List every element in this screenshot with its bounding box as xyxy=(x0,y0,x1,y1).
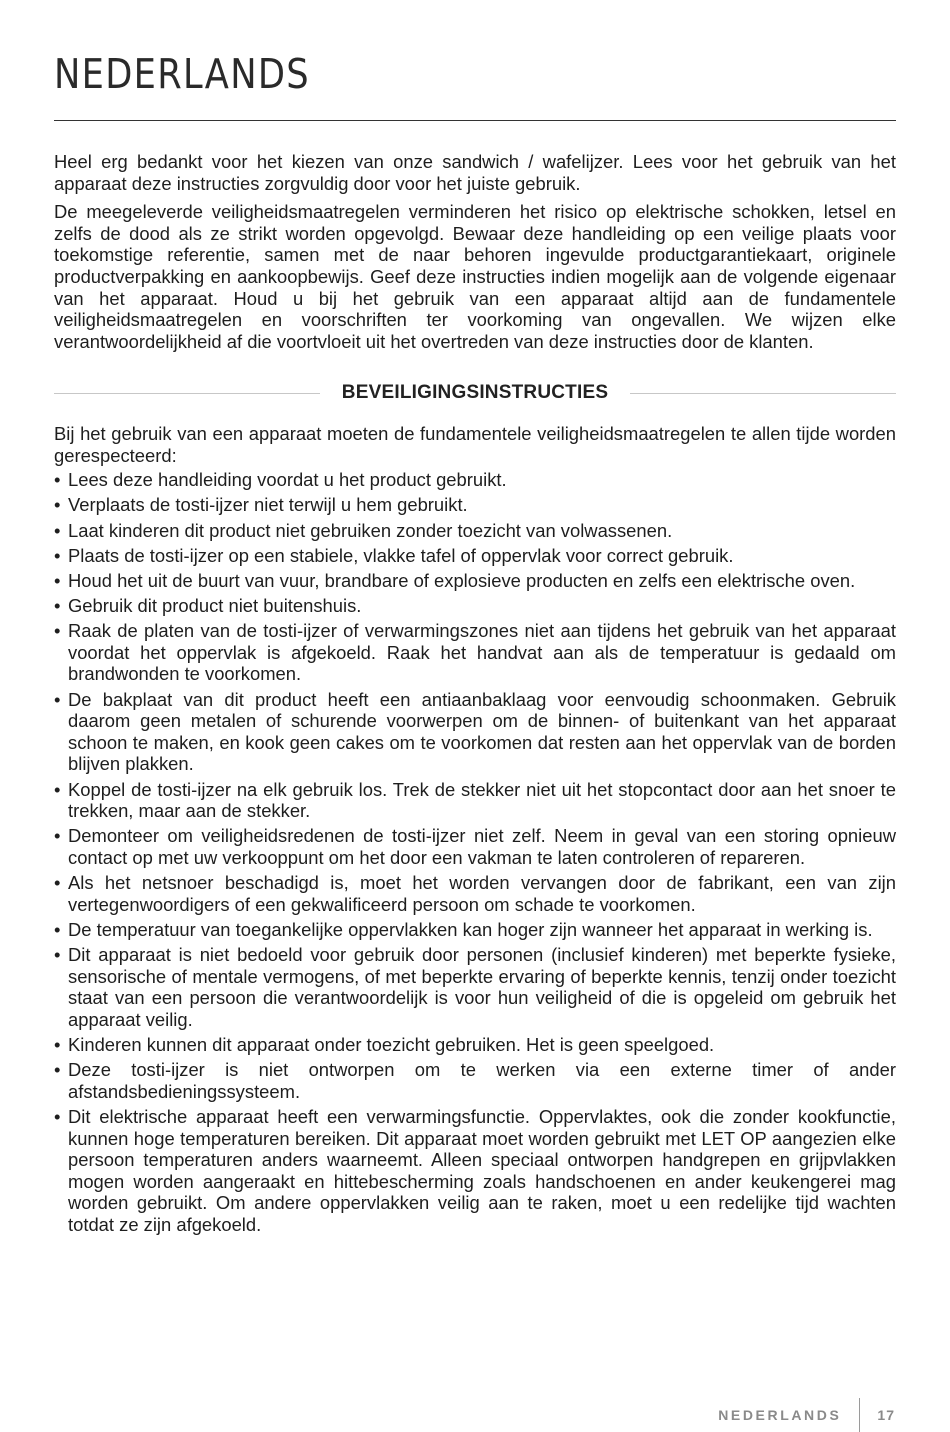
page-footer xyxy=(718,1398,895,1432)
intro-paragraph-safety-notice: De meegeleverde veiligheidsmaatregelen verminderen het risico op elektrische schokken, letsel en zelfs de dood als ze strikt worden opgevolgd. Bewaar deze handleiding op een veilige plaats voor toekomstige referentie, samen met de naar behoren ingevulde productgarantiekaart, originele productverpakking en aankoopbewijs. Geef deze instructies indien mogelijk aan de volgende eigenaar van het apparaat. Houd u bij het gebruik van een apparaat altijd aan de fundamentele veiligheidsmaatregelen en voorschriften ter voorkoming van ongevallen. We wijzen elke verantwoordelijkheid af die voortvloeit uit het overtreden van deze instructies door de klanten. xyxy=(54,201,896,352)
safety-item: • Houd het uit de buurt van vuur, brandbare of explosieve producten en zelfs een elektrische oven. xyxy=(54,570,896,592)
safety-item: • Raak de platen van de tosti-ijzer of verwarmingszones niet aan tijdens het gebruik van het apparaat voordat het oppervlak is afgekoeld. Raak het handvat aan als de temperatuur is gedaald om brandwonden te voorkomen. xyxy=(54,620,896,685)
safety-item: • De bakplaat van dit product heeft een antiaanbaklaag voor eenvoudig schoonmaken. Gebruik daarom geen metalen of schurende voorwerpen om de binnen- of buitenkant van het apparaat schoon te maken, en kook geen cakes om te voorkomen dat resten aan het oppervlak van de borden blijven plakken. xyxy=(54,689,896,775)
intro-paragraph-thanks: Heel erg bedankt voor het kiezen van onze sandwich / wafelijzer. Lees voor het gebruik van het apparaat deze instructies zorgvuldig door voor het juiste gebruik. xyxy=(54,151,896,194)
heading-rule-right xyxy=(630,393,896,394)
safety-item: • Dit elektrische apparaat heeft een verwarmingsfunctie. Oppervlaktes, ook die zonder kookfunctie, kunnen hoge temperaturen bereiken. Dit apparaat moet worden gebruikt met LET OP aangezien elke persoon temperaturen anders waarneemt. Alleen speciaal ontworpen handgrepen en grijpvlakken mogen worden aangeraakt en hittebescherming zoals handschoenen en ander keukengerei mag worden gebruikt. Om andere oppervlakken veilig aan te raken, moet u een redelijke tijd wachten totdat ze zijn afgekoeld. xyxy=(54,1106,896,1236)
safety-item: • Lees deze handleiding voordat u het product gebruikt. xyxy=(54,469,896,491)
page-content xyxy=(54,151,896,1239)
safety-item: • Laat kinderen dit product niet gebruiken zonder toezicht van volwassenen. xyxy=(54,520,896,542)
safety-item: • Deze tosti-ijzer is niet ontworpen om te werken via een externe timer of ander afstandsbedieningssysteem. xyxy=(54,1059,896,1102)
heading-rule-left xyxy=(54,393,320,394)
safety-instructions-list xyxy=(54,469,896,1236)
section-heading xyxy=(54,382,896,404)
footer-divider xyxy=(859,1398,860,1432)
safety-item: • De temperatuur van toegankelijke oppervlakken kan hoger zijn wanneer het apparaat in werking is. xyxy=(54,919,896,941)
section-heading-text: BEVEILIGINGSINSTRUCTIES xyxy=(341,382,609,404)
safety-item: • Kinderen kunnen dit apparaat onder toezicht gebruiken. Het is geen speelgoed. xyxy=(54,1034,896,1056)
safety-item: • Gebruik dit product niet buitenshuis. xyxy=(54,595,896,617)
safety-item: • Dit apparaat is niet bedoeld voor gebruik door personen (inclusief kinderen) met beperkte fysieke, sensorische of mentale vermogens, of met beperkte ervaring of beperkte kennis, tenzij onder toezicht staat van een persoon die verantwoordelijk is voor hun veiligheid of die is opgeleid om gebruik het apparaat veilig. xyxy=(54,944,896,1030)
page-number: 17 xyxy=(877,1407,895,1423)
safety-item: • Plaats de tosti-ijzer op een stabiele, vlakke tafel of oppervlak voor correct gebruik. xyxy=(54,545,896,567)
safety-item: • Demonteer om veiligheidsredenen de tosti-ijzer niet zelf. Neem in geval van een storing opnieuw contact op met uw verkooppunt om het door een vakman te laten controleren of repareren. xyxy=(54,825,896,868)
safety-intro: Bij het gebruik van een apparaat moeten de fundamentele veiligheidsmaatregelen te allen tijde worden gerespecteerd: xyxy=(54,422,896,466)
footer-language-label: NEDERLANDS xyxy=(718,1407,842,1423)
title-divider xyxy=(54,120,896,121)
safety-item: • Als het netsnoer beschadigd is, moet het worden vervangen door de fabrikant, een van zijn vertegenwoordigers of een gekwalificeerd persoon om schade te voorkomen. xyxy=(54,872,896,915)
page-title: NEDERLANDS xyxy=(54,50,310,98)
safety-item: • Verplaats de tosti-ijzer niet terwijl u hem gebruikt. xyxy=(54,494,896,516)
safety-item: • Koppel de tosti-ijzer na elk gebruik los. Trek de stekker niet uit het stopcontact door aan het snoer te trekken, maar aan de stekker. xyxy=(54,779,896,822)
